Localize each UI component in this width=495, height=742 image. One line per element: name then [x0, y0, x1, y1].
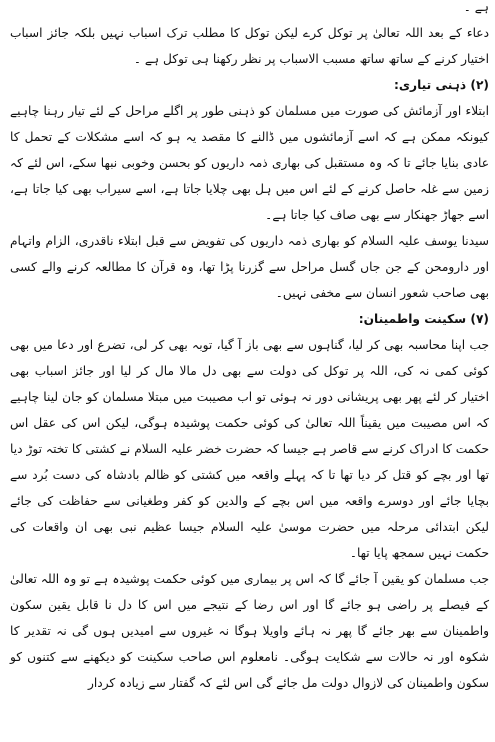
paragraph-mental-preparation: ابتلاء اور آزمائش کی صورت میں مسلمان کو ذہنی طور پر اگلے مراحل کے لئے تیار رہنا چاہیے کیونکہ ممکن ہے کہ اسے آزمائشوں میں ڈالنے کا مقصد یہ ہو کہ اسے مشکلات کے تحمل کا عادی بنایا جائے تا کہ وہ مستقبل کی بھاری ذمہ داریوں کو بحسن وخوبی نبھا سکے، اس لئے کہ زمین سے غلہ حاصل کرنے کے لئے اس میں ہل بھی چلایا جاتا ہے، اسے سیراب بھی کیا جاتا ہے، اسے جھاڑ جھنکار سے بھی صاف کیا جاتا ہے۔: [10, 104, 489, 222]
paragraph-tawakkul: دعاء کے بعد اللہ تعالیٰ پر توکل کرے لیکن توکل کا مطلب ترک اسباب نہیں بلکہ جائز اسباب اختیار کرنے کے ساتھ ساتھ مسبب الاسباب پر نظر رکھنا ہی توکل ہے ۔: [10, 26, 489, 66]
paragraph-wisdom-in-trials: جب اپنا محاسبہ بھی کر لیا، گناہوں سے بھی باز آ گیا، توبہ بھی کر لی، تضرع اور دعا میں بھی کوئی کمی نہ کی، اللہ پر توکل کی دولت سے بھی دل مالا مال کر لیا اور جائز اسباب بھی اختیار کر لئے پھر بھی پریشانی دور نہ ہوئی تو اب مصیبت میں مبتلا مسلمان کو جان لینا چاہیے کہ اس مصیبت میں یقیناً اللہ تعالیٰ کی کوئی حکمت پوشیدہ ہوگی، لیکن اس کی عقل اس حکمت کا ادراک کرنے سے قاصر ہے جیسا کہ حضرت خضر علیہ السلام نے کشتی کا تختہ توڑ دیا تھا اور بچے کو قتل کر دیا تھا تا کہ پہلے واقعہ میں کشتی کو ظالم بادشاہ کی دست بُرد سے بچایا جائے اور دوسرے واقعہ میں اس بچے کے والدین کو کفر وطغیانی سے حفاظت کی جائے لیکن ابتدائی مرحلہ میں حضرت موسیٰ علیہ السلام جیسا عظیم نبی بھی ان واقعات کی حکمت نہیں سمجھ پایا تھا۔: [10, 338, 489, 560]
section-heading-mental-preparation: (۲) ذہنی تیاری:: [394, 78, 489, 92]
paragraph-contentment: جب مسلمان کو یقین آ جائے گا کہ اس پر بیماری میں کوئی حکمت پوشیدہ ہے تو وہ اللہ تعالیٰ کے فیصلے پر راضی ہو جائے گا اور اس رضا کے نتیجے میں اس کا دل نا قابل یقین سکون واطمینان سے بھر جائے گا پھر نہ ہائے واویلا ہوگا نہ غیروں سے امیدیں ہوں گی نہ تقدیر کا شکوہ اور نہ حالات سے شکایت ہوگی۔ نامعلوم اس صاحب سکینت کو دیکھنے سے کتنوں کو سکون واطمینان کی لازوال دولت مل جائے گی اس لئے کہ گفتار سے زیادہ کردار: [10, 572, 489, 690]
top-fragment: ہے ۔: [463, 0, 489, 14]
paragraph-yusuf-example: سیدنا یوسف علیہ السلام کو بھاری ذمہ داریوں کی تفویض سے قبل ابتلاء ناقدری، الزام واتہام اور دارومحن کے جن جاں گسل مراحل سے گزرنا پڑا تھا، وہ قرآن کا مطالعہ کرنے والے کسی بھی صاحب شعور انسان سے مخفی نہیں۔: [10, 234, 489, 300]
section-heading-tranquility: (۷) سکینت واطمینان:: [358, 312, 489, 326]
